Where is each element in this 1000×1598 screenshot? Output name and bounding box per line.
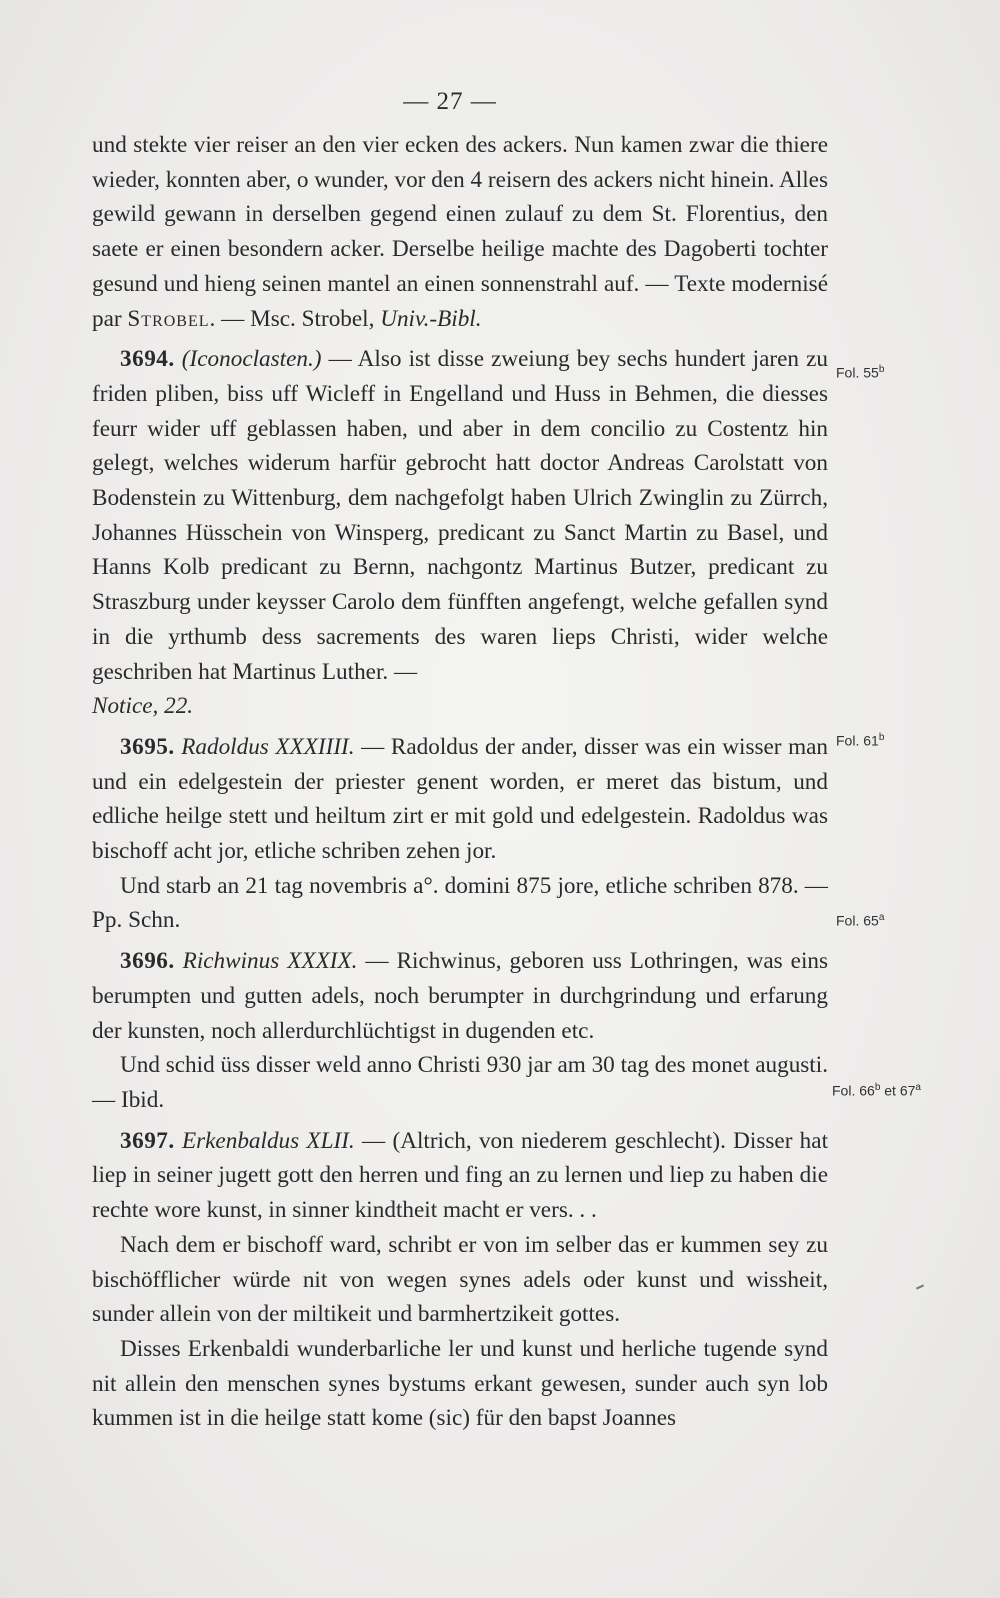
entry-title: Erkenbaldus XLII. xyxy=(181,1127,355,1154)
entry-number: 3694. xyxy=(120,346,175,373)
entry-3697-para-2: Nach dem er bischoff ward, schribt er von im selber das er kummen sey zu bischöfflicher würde nit von wegen synes adels oder kunst und wissheit, sunder allein von der miltikeit und barmhertzikeit gottes. xyxy=(92,1231,828,1328)
page-number: — 27 — xyxy=(403,88,497,115)
entry-3695-para-2: Und starb an 21 tag novembris a°. domini 875 jore, etliche schriben 878. — Pp. Schn. xyxy=(92,872,828,934)
entry-source: Notice, 22. xyxy=(92,693,194,720)
intro-author: Strobel xyxy=(127,305,210,332)
entry-3696-para-2: Und schid üss disser weld anno Christi 930 jar am 30 tag des monet augusti. — Ibid. xyxy=(92,1052,828,1113)
text-body xyxy=(92,128,828,1436)
entry-number: 3696. xyxy=(120,948,175,975)
entry-text: — (Altrich, von niederem geschlecht). Disser hat liep in seiner jugett gott den herren und fing an zu lernen und liep zu haben die rechte wore kunst, in sinner kindtheit macht er vers. . . xyxy=(92,1127,829,1224)
intro-text: und stekte vier reiser an den vier ecken des ackers. Nun kamen zwar die thiere wieder, konnten aber, o wunder, vor den 4 reisern des ackers nicht hinein. Alles gewild gewann in derselben gegend einen zulauf zu dem St. Florentius, den saete er einen besondern acker. Derselbe heilige machte des Dagoberti tochter gesund und hieng seinen mantel an einen sonnenstrahl auf. — Texte modernisé par xyxy=(92,132,828,332)
entry-text: — Also ist disse zweiung bey sechs hundert jaren zu friden pliben, biss uff Wicleff in Engelland und Huss in Behmen, die diesses feurr wider uff geblassen haben, und aber in dem concilio zu Costentz hin gelegt, welches widerum harfür gebrocht hatt doctor Andreas Carolstatt von Bodenstein zu Wittenburg, dem nachgefolgt haben Ulrich Zwinglin zu Zürrch, Johannes Hüsschein von Winsperg, predicant zu Sanct Martin zu Basel, und Hanns Kolb predicant zu Bernn, nachgontz Martinus Butzer, predicant zu Straszburg under keysser Carolo dem fünfften angefengt, welche gefallen synd in die yrthumb dess sacrements des waren lieps Christi, wider welche geschriben hat Martinus Luther. — xyxy=(92,346,829,685)
entry-3694 xyxy=(92,342,828,724)
margin-ref-3697: Fol. 66$^b$ et 67$^a$ xyxy=(832,1082,921,1099)
entry-title: Richwinus XXXIX. xyxy=(182,948,358,975)
entry-number: 3695. xyxy=(120,733,175,760)
margin-ref-3695: Fol. 61$^b$ xyxy=(836,732,885,749)
entry-3697-para-3: Disses Erkenbaldi wunderbarliche ler und kunst und herliche tugende synd nit allein den menschen synes bystums erkant gewesen, sunder auch syn lob kummen ist in die heilge statt kome (sic) für den bapst Joannes xyxy=(92,1335,828,1432)
entry-text: — Radoldus der ander, disser was ein wisser man und ein edelgestein der priester genent worden, er meret das bistum, und edliche heilge stett und heiltum zirt er mit gold und edelgestein. Radoldus was bischoff acht jor, etliche schriben zehen jor. xyxy=(92,733,829,865)
entry-title: (Iconoclasten.) xyxy=(181,346,322,373)
entry-text: — Richwinus, geboren uss Lothringen, was eins berumpten und gutten adels, noch berumpter in durchgrindung und erfarung der kunsten, noch allerdurchlüchtigst in dugenden etc. xyxy=(92,948,828,1044)
intro-source: Univ.-Bibl. xyxy=(380,305,482,332)
entry-3696 xyxy=(92,944,828,1048)
margin-ref-3696: Fol. 65$^a$ xyxy=(836,912,885,929)
intro-paragraph xyxy=(92,128,828,336)
entry-3697 xyxy=(92,1124,828,1228)
entry-3695 xyxy=(92,730,828,869)
entry-number: 3697. xyxy=(120,1127,175,1154)
margin-ref-3694: Fol. 55$^b$ xyxy=(836,364,885,381)
entry-title: Radoldus XXXIIII. xyxy=(181,733,355,760)
ink-mark xyxy=(916,1284,924,1289)
intro-text-mid: . — Msc. Strobel, xyxy=(209,305,375,332)
